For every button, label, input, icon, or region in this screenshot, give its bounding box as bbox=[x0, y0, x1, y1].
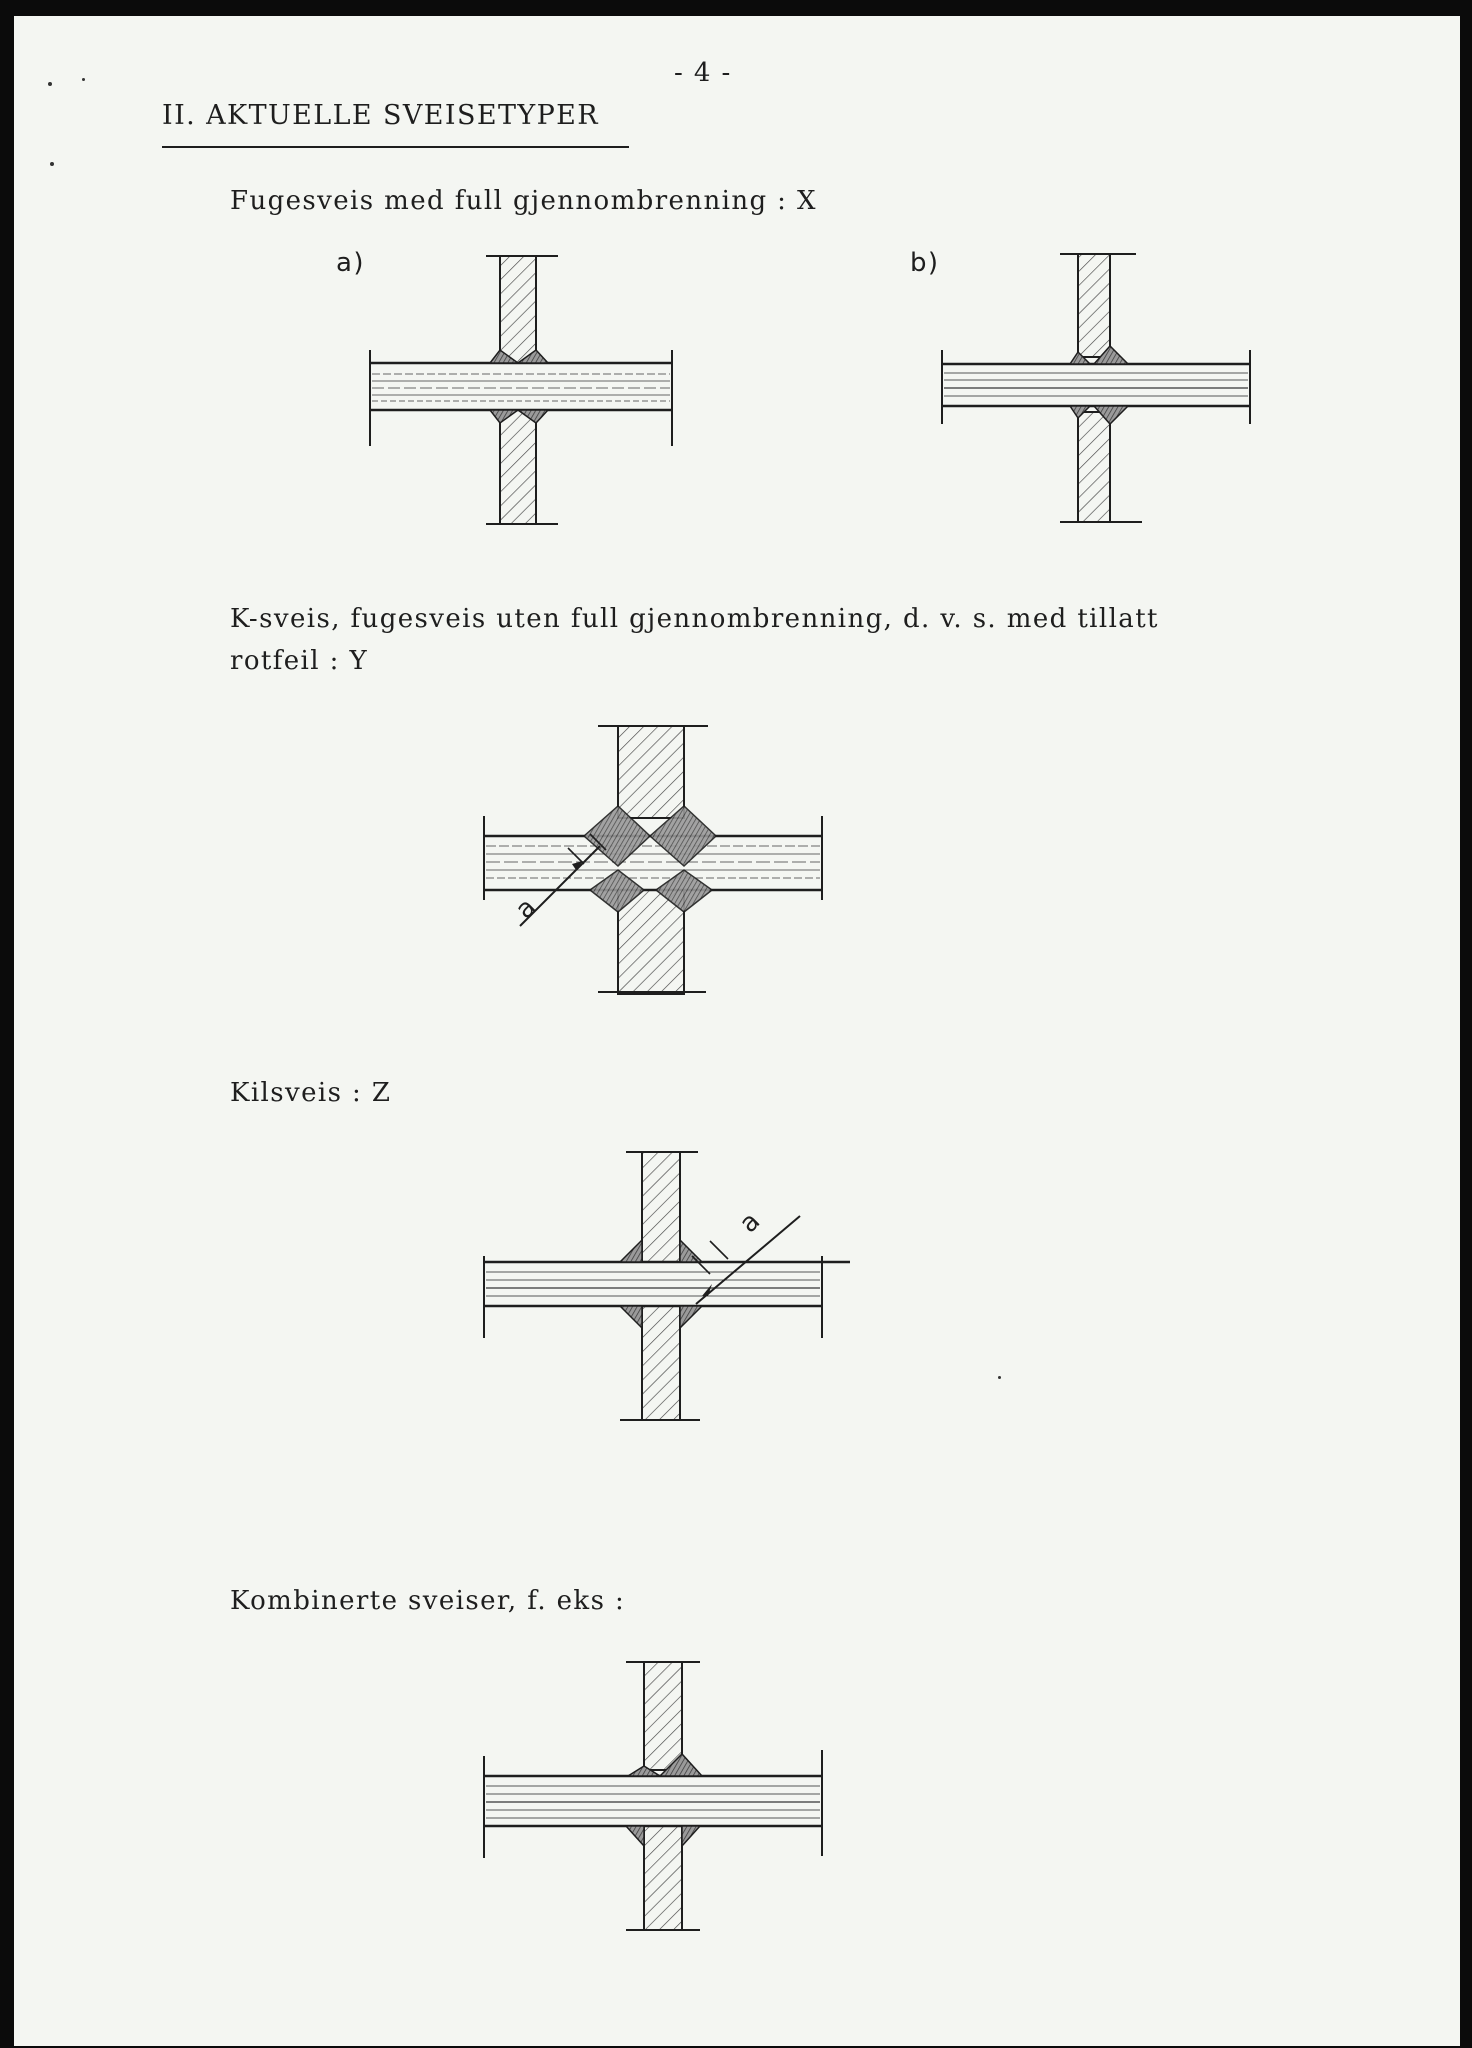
scan-speck bbox=[82, 78, 85, 81]
scan-speck bbox=[48, 82, 52, 86]
dimension-label-a: a bbox=[509, 892, 543, 925]
weld-diagram-y bbox=[480, 720, 830, 1000]
weld-diagram-x-b bbox=[932, 248, 1252, 533]
sublabel-a: a) bbox=[336, 248, 365, 278]
dimension-label-a: a bbox=[733, 1206, 767, 1239]
section-title: II. AKTUELLE SVEISETYPER bbox=[162, 100, 600, 131]
page-number: - 4 - bbox=[674, 58, 732, 88]
scan-speck bbox=[998, 1376, 1001, 1379]
caption-k-sveis-line1: K-sveis, fugesveis uten full gjennombrenning, d. v. s. med tillatt bbox=[230, 604, 1159, 634]
weld-diagram-z bbox=[480, 1146, 860, 1426]
weld-diagram-combined bbox=[480, 1656, 840, 1936]
caption-k-sveis-line2: rotfeil : Y bbox=[230, 646, 369, 676]
sublabel-b: b) bbox=[910, 248, 940, 278]
weld-diagram-x-a bbox=[360, 250, 680, 535]
title-underline bbox=[162, 146, 629, 148]
caption-fugesveis: Fugesveis med full gjennombrenning : X bbox=[230, 186, 817, 216]
caption-kombinerte-sveiser: Kombinerte sveiser, f. eks : bbox=[230, 1586, 626, 1616]
scan-speck bbox=[50, 162, 54, 166]
caption-kilsveis: Kilsveis : Z bbox=[230, 1078, 392, 1108]
